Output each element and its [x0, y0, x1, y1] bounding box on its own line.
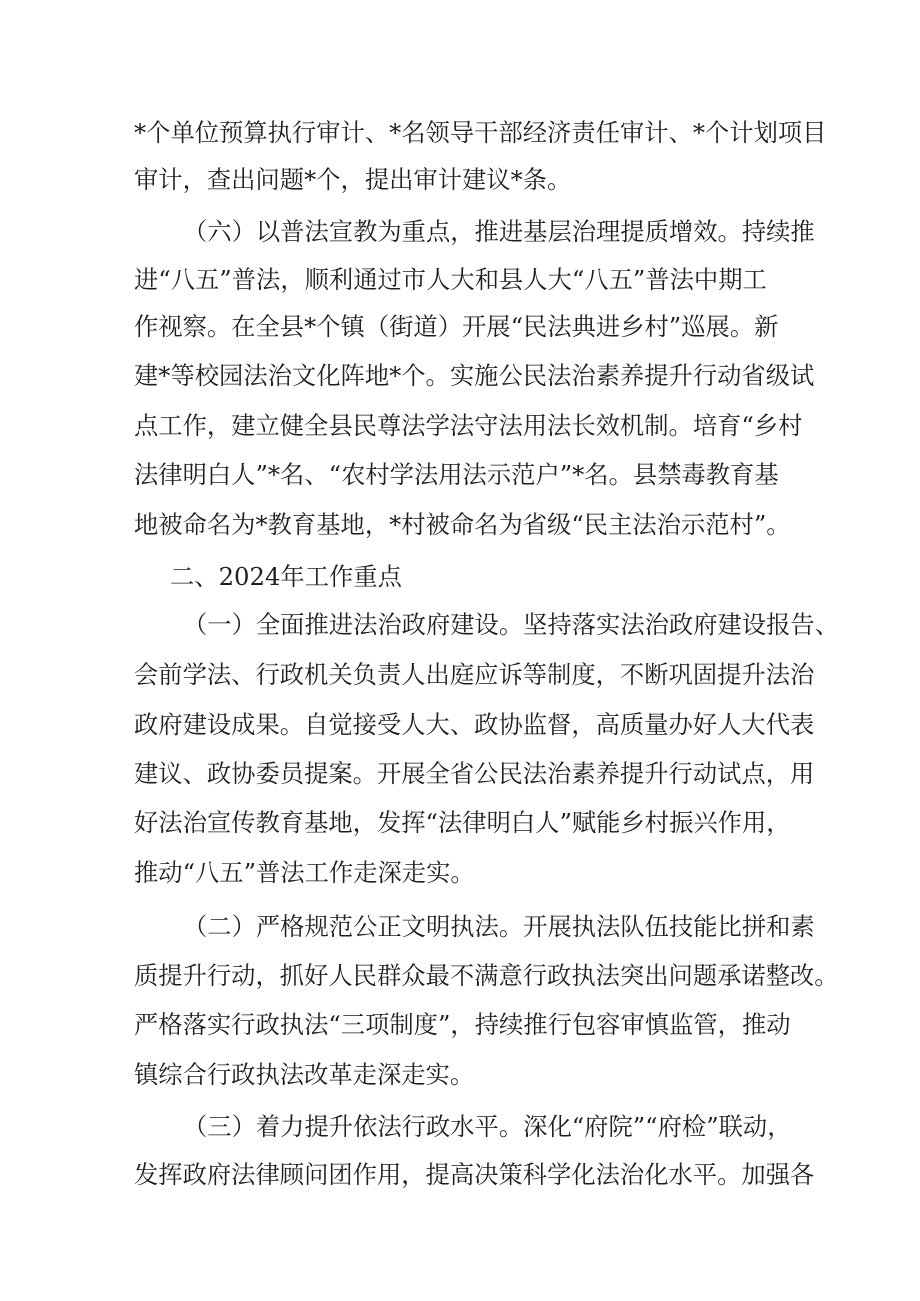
paragraph-first-line: （一）全面推进法治政府建设。坚持落实法治政府建设报告、	[183, 610, 840, 639]
text-line: 发挥政府法律顾问团作用，提高决策科学化法治化水平。加强各	[134, 1160, 815, 1189]
text-line: *个单位预算执行审计、*名领导干部经济责任审计、*个计划项目	[134, 118, 827, 147]
paragraph-first-line: （二）严格规范公正文明执法。开展执法队伍技能比拼和素	[183, 912, 815, 941]
text-line: 点工作，建立健全县民尊法学法守法用法长效机制。培育“乡村	[134, 411, 803, 440]
text-line: 进“八五”普法，顺利通过市人大和县人大“八五”普法中期工	[134, 265, 767, 294]
text-line: 质提升行动，抓好人民群众最不满意行政执法突出问题承诺整改。	[134, 961, 839, 990]
text-line: 政府建设成果。自觉接受人大、政协监督，高质量办好人大代表	[134, 710, 815, 739]
text-line: 会前学法、行政机关负责人出庭应诉等制度，不断巩固提升法治	[134, 660, 815, 689]
text-line: 地被命名为*教育基地，*村被命名为省级“民主法治示范村”。	[134, 510, 791, 539]
text-line: 作视察。在全县*个镇（街道）开展“民法典进乡村”巡展。新	[134, 312, 779, 341]
text-line: 推动“八五”普法工作走深走实。	[134, 858, 475, 887]
section-heading: 二、2024年工作重点	[170, 562, 402, 591]
text-line: 法律明白人”*名、“农村学法用法示范户”*名。县禁毒教育基	[134, 460, 779, 489]
paragraph-first-line: （六）以普法宣教为重点，推进基层治理提质增效。持续推	[183, 217, 815, 246]
text-line: 严格落实行政执法“三项制度”，持续推行包容审慎监管，推动	[134, 1010, 791, 1039]
text-line: 好法治宣传教育基地，发挥“法律明白人”赋能乡村振兴作用，	[134, 808, 791, 837]
text-line: 建议、政协委员提案。开展全省公民法治素养提升行动试点，用	[134, 759, 815, 788]
text-line: 审计，查出问题*个，提出审计建议*条。	[134, 165, 572, 194]
paragraph-first-line: （三）着力提升依法行政水平。深化“府院”“府检”联动，	[183, 1112, 792, 1141]
text-line: 镇综合行政执法改革走深走实。	[134, 1060, 475, 1089]
text-line: 建*等校园法治文化阵地*个。实施公民法治素养提升行动省级试	[134, 361, 815, 390]
